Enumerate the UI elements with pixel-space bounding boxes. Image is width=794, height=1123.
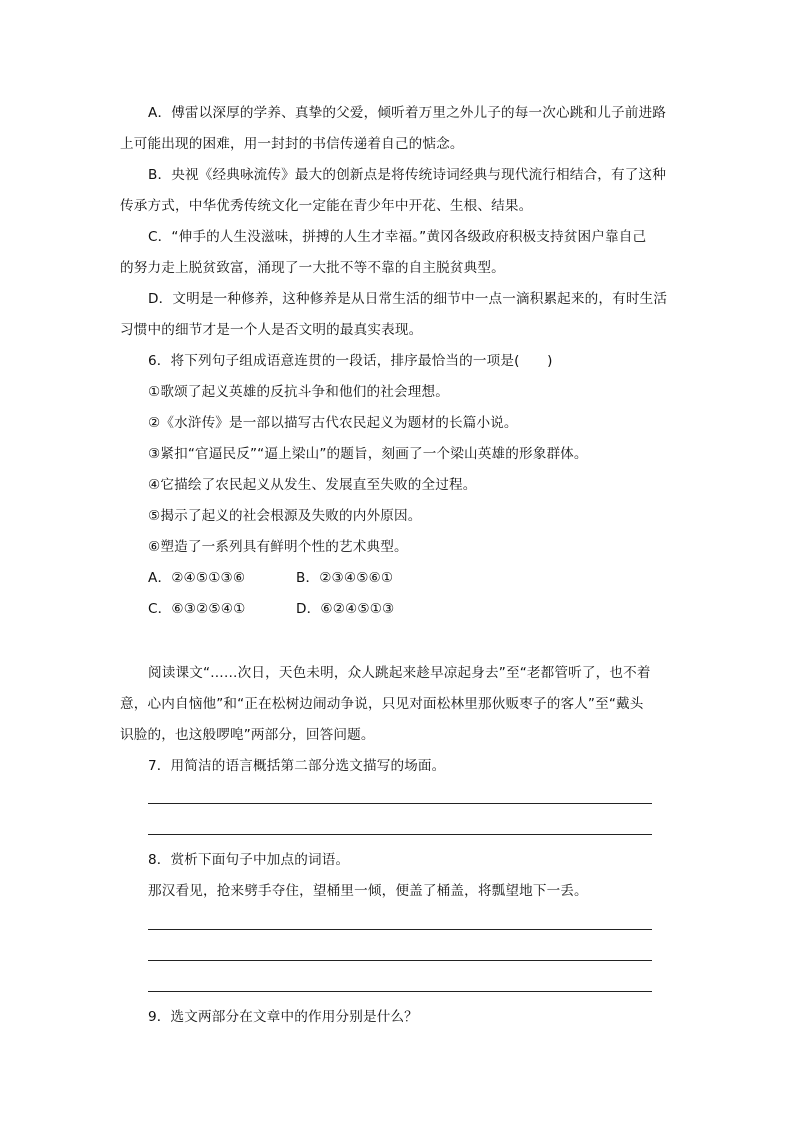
answer-line bbox=[148, 960, 652, 961]
answer-line bbox=[148, 803, 652, 804]
q5-option-c-line1: C．“伸手的人生没滋味，拼搏的人生才幸福。”黄冈各级政府积极支持贫困户靠自己 bbox=[148, 229, 647, 245]
q5-option-d-line1: D．文明是一种修养，这种修养是从日常生活的细节中一点一滴积累起来的，有时生活 bbox=[148, 291, 668, 307]
reading-intro-line2: 意，心内自恼他”和“正在松树边闹动争说，只见对面松林里那伙贩枣子的客人”至“戴头 bbox=[120, 696, 644, 712]
q6-option-b: B．②③④⑤⑥① bbox=[296, 570, 394, 586]
q5-option-d-line2: 习惯中的细节才是一个人是否文明的最真实表现。 bbox=[120, 322, 423, 338]
reading-intro-line3: 识脸的，也这般啰唣”两部分，回答问题。 bbox=[120, 727, 375, 743]
q6-sentence-3: ③紧扣“官逼民反”“逼上梁山”的题旨，刻画了一个梁山英雄的形象群体。 bbox=[148, 446, 588, 462]
q6-sentence-6: ⑥塑造了一系列具有鲜明个性的艺术典型。 bbox=[148, 539, 408, 555]
q6-sentence-1: ①歌颂了起义英雄的反抗斗争和他们的社会理想。 bbox=[148, 384, 449, 400]
answer-line bbox=[148, 834, 652, 835]
q9-stem: 9．选文两部分在文章中的作用分别是什么？ bbox=[148, 1009, 418, 1025]
q7-stem: 7．用简洁的语言概括第二部分选文描写的场面。 bbox=[148, 758, 446, 774]
answer-line bbox=[148, 991, 652, 992]
q6-sentence-2: ②《水浒传》是一部以描写古代农民起义为题材的长篇小说。 bbox=[148, 415, 518, 431]
q6-stem: 6．将下列句子组成语意连贯的一段话，排序最恰当的一项是( ) bbox=[148, 353, 553, 369]
q6-sentence-4: ④它描绘了农民起义从发生、发展直至失败的全过程。 bbox=[148, 477, 477, 493]
q6-option-d: D．⑥②④⑤①③ bbox=[296, 601, 395, 617]
q6-sentence-5: ⑤揭示了起义的社会根源及失败的内外原因。 bbox=[148, 508, 422, 524]
q8-stem: 8．赏析下面句子中加点的词语。 bbox=[148, 852, 350, 868]
q5-option-b-line1: B．央视《经典咏流传》最大的创新点是将传统诗词经典与现代流行相结合，有了这种 bbox=[148, 167, 666, 183]
q5-option-a-line2: 上可能出现的困难，用一封封的书信传递着自己的惦念。 bbox=[120, 136, 464, 152]
answer-line bbox=[148, 929, 652, 930]
q5-option-a-line1: A．傅雷以深厚的学养、真挚的父爱，倾听着万里之外儿子的每一次心跳和儿子前进路 bbox=[148, 105, 666, 121]
q8-quote: 那汉看见，抢来劈手夺住，望桶里一倾，便盖了桶盖，将瓢望地下一丢。 bbox=[148, 883, 588, 899]
q5-option-c-line2: 的努力走上脱贫致富，涌现了一大批不等不靠的自主脱贫典型。 bbox=[120, 260, 505, 276]
q5-option-b-line2: 传承方式，中华优秀传统文化一定能在青少年中开花、生根、结果。 bbox=[120, 198, 533, 214]
reading-intro-line1: 阅读课文“……次日，天色未明，众人跳起来趁早凉起身去”至“老都管听了，也不着 bbox=[148, 665, 651, 681]
q6-option-c: C．⑥③②⑤④① bbox=[148, 601, 246, 617]
q6-option-a: A．②④⑤①③⑥ bbox=[148, 570, 246, 586]
